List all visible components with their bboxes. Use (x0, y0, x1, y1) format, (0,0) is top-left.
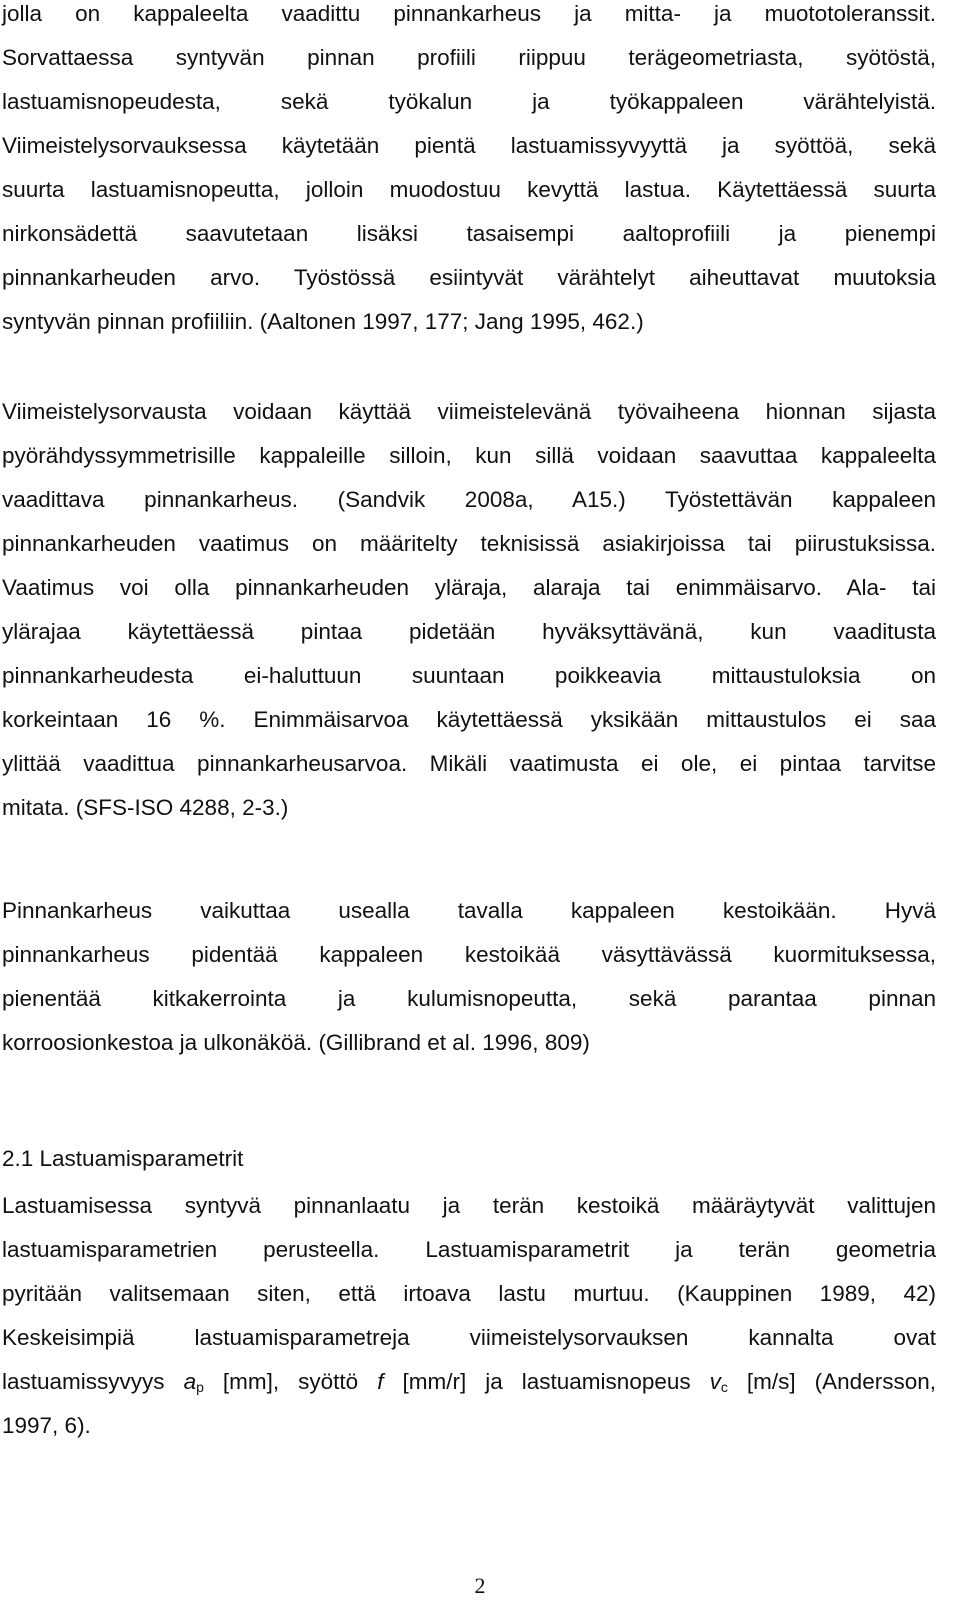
paragraph-4-last-line: 1997, 6). (2, 1413, 91, 1438)
formula-text-3: [mm/r] ja lastuamisnopeus (383, 1369, 710, 1394)
symbol-a: a (183, 1369, 197, 1394)
symbol-f: f (377, 1369, 384, 1394)
section-heading: 2.1 Lastuamisparametrit (2, 1146, 244, 1171)
formula-line (2, 1362, 936, 1402)
paragraph-2-line-8: korkeintaan 16 %. Enimmäisarvoa käytettäessä yksikään mittaustulos ei saa (2, 707, 936, 732)
paragraph-1-line-8: syntyvän pinnan profiiliin. (Aaltonen 1997, 177; Jang 1995, 462.) (2, 309, 644, 334)
formula-text-1: lastuamissyvyys (2, 1369, 184, 1394)
paragraph-4-line-2: lastuamisparametrien perusteella. Lastuamisparametrit ja terän geometria (2, 1237, 936, 1262)
subscript-p: p (196, 1379, 204, 1395)
paragraph-2-line-9: ylittää vaadittua pinnankarheusarvoa. Mikäli vaatimusta ei ole, ei pintaa tarvitse (2, 751, 936, 776)
paragraph-2-line-3: vaadittava pinnankarheus. (Sandvik 2008a, A15.) Työstettävän kappaleen (2, 487, 936, 512)
paragraph-2-line-2: pyörähdyssymmetrisille kappaleille silloin, kun sillä voidaan saavuttaa kappaleelta (2, 443, 936, 468)
paragraph-2-line-10: mitata. (SFS-ISO 4288, 2-3.) (2, 795, 289, 820)
paragraph-3-line-4: korroosionkestoa ja ulkonäköä. (Gillibrand et al. 1996, 809) (2, 1030, 590, 1055)
paragraph-2-line-4: pinnankarheuden vaatimus on määritelty teknisissä asiakirjoissa tai piirustuksissa. (2, 531, 936, 556)
formula-text-2: [mm], syöttö (203, 1369, 378, 1394)
formula-text-4: [m/s] (Andersson, (727, 1369, 936, 1394)
paragraph-2-line-1: Viimeistelysorvausta voidaan käyttää viimeistelevänä työvaiheena hionnan sijasta (2, 399, 936, 424)
paragraph-2-line-5: Vaatimus voi olla pinnankarheuden yläraja, alaraja tai enimmäisarvo. Ala- tai (2, 575, 936, 600)
paragraph-3-line-1: Pinnankarheus vaikuttaa usealla tavalla kappaleen kestoikään. Hyvä (2, 898, 936, 923)
paragraph-1-line-7: pinnankarheuden arvo. Työstössä esiintyvät värähtelyt aiheuttavat muutoksia (2, 265, 936, 290)
paragraph-1-line-3: lastuamisnopeudesta, sekä työkalun ja työkappaleen värähtelyistä. (2, 89, 936, 114)
paragraph-1-line-5: suurta lastuamisnopeutta, jolloin muodostuu kevyttä lastua. Käytettäessä suurta (2, 177, 936, 202)
paragraph-4-line-3: pyritään valitsemaan siten, että irtoava lastu murtuu. (Kauppinen 1989, 42) (2, 1281, 936, 1306)
paragraph-1-line-1: jolla on kappaleelta vaadittu pinnankarheus ja mitta- ja muototoleranssit. (2, 1, 936, 26)
subscript-c: c (720, 1379, 728, 1395)
paragraph-2-line-7: pinnankarheudesta ei-haluttuun suuntaan poikkeavia mittaustuloksia on (2, 663, 936, 688)
paragraph-4-line-4: Keskeisimpiä lastuamisparametreja viimeistelysorvauksen kannalta ovat (2, 1325, 936, 1350)
paragraph-2-line-6: ylärajaa käytettäessä pintaa pidetään hyväksyttävänä, kun vaaditusta (2, 619, 936, 644)
paragraph-1-line-6: nirkonsädettä saavutetaan lisäksi tasaisempi aaltoprofiili ja pienempi (2, 221, 936, 246)
paragraph-4-line-1: Lastuamisessa syntyvä pinnanlaatu ja terän kestoikä määräytyvät valittujen (2, 1193, 936, 1218)
page-number: 2 (474, 1573, 486, 1598)
symbol-v: v (709, 1369, 721, 1394)
paragraph-3-line-2: pinnankarheus pidentää kappaleen kestoikää väsyttävässä kuormituksessa, (2, 942, 936, 967)
paragraph-1-line-4: Viimeistelysorvauksessa käytetään pientä lastuamissyvyyttä ja syöttöä, sekä (2, 133, 936, 158)
paragraph-1-line-2: Sorvattaessa syntyvän pinnan profiili riippuu terägeometriasta, syötöstä, (2, 45, 936, 70)
paragraph-3-line-3: pienentää kitkakerrointa ja kulumisnopeutta, sekä parantaa pinnan (2, 986, 936, 1011)
